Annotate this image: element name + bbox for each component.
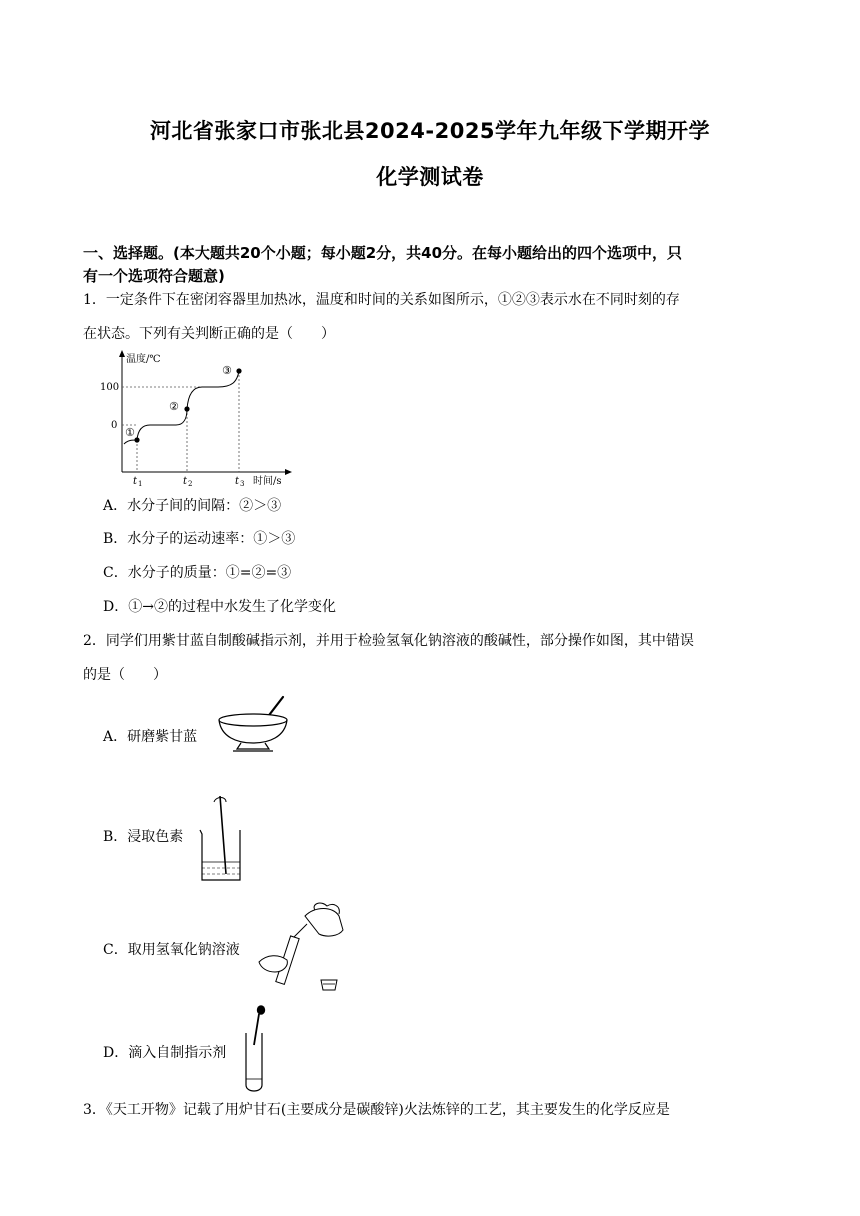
y-tick-100: 100 <box>100 382 120 393</box>
section-heading-line2: 有一个选项符合题意) <box>83 267 225 285</box>
dropper-tube <box>254 1014 259 1045</box>
heating-curve <box>124 371 239 444</box>
question-2-option-d[interactable]: D．滴入自制指示剂 <box>103 1045 227 1061</box>
y-tick-0: 0 <box>111 420 118 431</box>
x-tick-t3-sub: 3 <box>240 480 245 488</box>
dropper-test-tube-illustration <box>240 1003 270 1095</box>
x-axis-label: 时间/s <box>253 476 282 487</box>
temperature-time-graph <box>98 348 298 488</box>
dropper-bulb <box>257 1005 265 1015</box>
question-2-option-a[interactable]: A．研磨紫甘蓝 <box>103 729 198 745</box>
question-2-option-b[interactable]: B．浸取色素 <box>103 829 184 845</box>
x-tick-t1-sub: 1 <box>138 480 143 488</box>
question-1-option-a[interactable]: A．水分子间的间隔：②＞③ <box>103 498 282 514</box>
x-tick-t3: t <box>235 476 240 487</box>
y-axis-label: 温度/℃ <box>126 354 161 365</box>
reagent-bottle <box>305 909 343 937</box>
beaker <box>200 830 240 880</box>
x-tick-t1: t <box>133 476 138 487</box>
document-title-line2: 化学测试卷 <box>376 165 484 189</box>
question-2-stem-line2: 的是（ ） <box>83 667 167 683</box>
x-tick-t2: t <box>183 476 188 487</box>
question-2-stem-line1: 2．同学们用紫甘蓝自制酸碱指示剂，并用于检验氢氧化钠溶液的酸碱性，部分操作如图，其中错误 <box>83 633 694 649</box>
state-label-3: ③ <box>222 364 232 377</box>
state-point-1 <box>134 437 139 442</box>
mortar-base <box>237 743 269 749</box>
question-1-option-d[interactable]: D．①→②的过程中水发生了化学变化 <box>103 599 336 615</box>
question-1-stem-line1: 1．一定条件下在密闭容器里加热冰，温度和时间的关系如图所示，①②③表示水在不同时刻的存 <box>83 292 680 308</box>
question-3-stem <box>83 1093 783 1127</box>
mortar-rim <box>219 714 287 726</box>
state-label-2: ② <box>169 400 179 413</box>
pouring-solution-illustration <box>255 900 350 996</box>
y-axis-arrow <box>119 350 125 357</box>
question-1-stem <box>83 283 783 351</box>
question-1-stem-line2: 在状态。下列有关判断正确的是（ ） <box>83 326 335 342</box>
state-point-3 <box>236 368 241 373</box>
beaker-illustration <box>196 790 246 886</box>
question-1-option-c[interactable]: C．水分子的质量：①=②=③ <box>103 565 292 581</box>
document-title-line1: 河北省张家口市张北县2024-2025学年九年级下学期开学 <box>149 119 711 143</box>
question-2-stem <box>83 624 783 692</box>
question-3-stem-line1: 3．《天工开物》记载了用炉甘石(主要成分是碳酸锌)火法炼锌的工艺，其主要发生的化学反应是 <box>83 1102 670 1118</box>
section-heading-line1: 一、选择题。(本大题共20个小题；每小题2分，共40分。在每小题给出的四个选项中，只 <box>83 244 683 262</box>
question-1-option-b[interactable]: B．水分子的运动速率：①＞③ <box>103 531 296 547</box>
x-tick-t2-sub: 2 <box>188 480 193 488</box>
question-2-option-c[interactable]: C．取用氢氧化钠溶液 <box>103 942 240 958</box>
left-hand <box>259 956 287 972</box>
x-axis-arrow <box>285 469 292 475</box>
state-point-2 <box>184 406 189 411</box>
section-heading <box>83 242 783 288</box>
bottle-stopper <box>321 980 337 990</box>
mortar-pestle-illustration <box>213 693 313 753</box>
bottle-neck <box>293 924 307 938</box>
state-label-1: ① <box>125 426 135 439</box>
